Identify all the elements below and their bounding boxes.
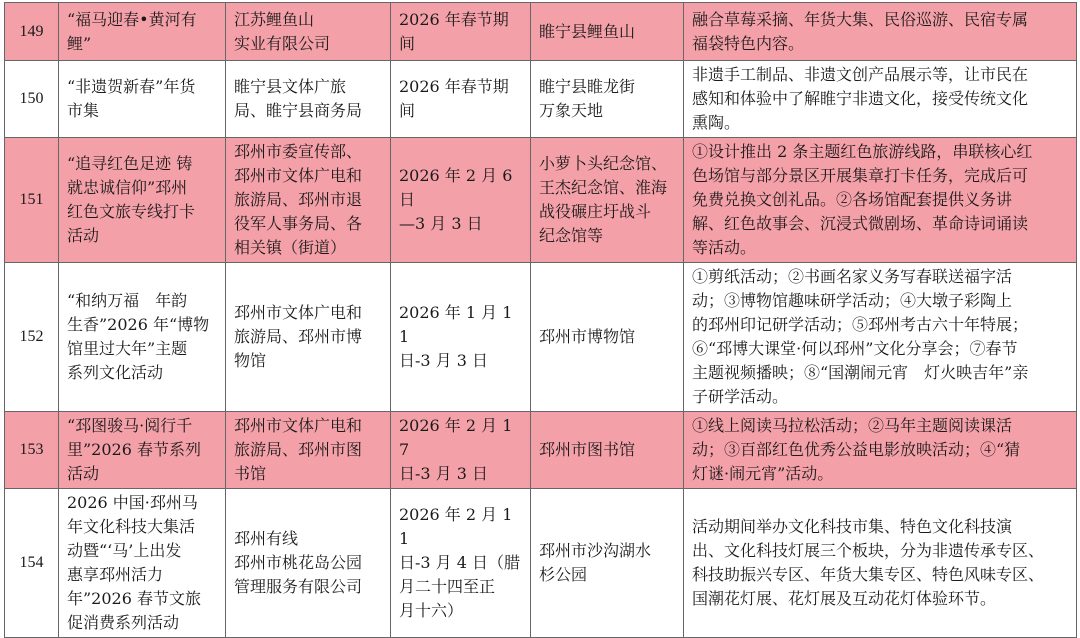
events-table [4, 2, 1077, 638]
event-name: “福马迎春•黄河有 鲤” [59, 3, 226, 61]
event-place: 邳州市图书馆 [531, 412, 684, 489]
organizer: 睢宁县文体广旅 局、睢宁县商务局 [226, 61, 391, 138]
event-place: 睢宁县鲤鱼山 [531, 3, 684, 61]
table-row [5, 263, 1077, 412]
row-number: 150 [5, 61, 59, 138]
event-name: 2026 中国·邳州马 年文化科技大集活 动暨“‘马’上出发 惠享邳州活力 年”2026 春节文旅 促消费系列活动 [59, 489, 226, 638]
event-content: 非遗手工制品、非遗文创产品展示等，让市民在 感知和体验中了解睢宁非遗文化，接受传统文化 熏陶。 [684, 61, 1077, 138]
organizer: 邳州有线 邳州市桃花岛公园 管理服务有限公司 [226, 489, 391, 638]
organizer: 邳州市文体广电和 旅游局、邳州市博 物馆 [226, 263, 391, 412]
event-content: 融合草莓采摘、年货大集、民俗巡游、民宿专属 福袋特色内容。 [684, 3, 1077, 61]
event-name: “和纳万福 年韵 生香”2026 年“博物 馆里过大年”主题 系列文化活动 [59, 263, 226, 412]
organizer: 邳州市委宣传部、 邳州市文体广电和 旅游局、邳州市退 役军人事务局、各 相关镇（街道） [226, 138, 391, 263]
event-content: ①设计推出 2 条主题红色旅游线路，串联核心红 色场馆与部分景区开展集章打卡任务，完成后可 免费兑换文创礼品。②各场馆配套提供义务讲 解、红色故事会、沉浸式微剧场、革命诗词诵读 等活动。 [684, 138, 1077, 263]
row-number: 154 [5, 489, 59, 638]
table-row [5, 489, 1077, 638]
row-number: 153 [5, 412, 59, 489]
table-row [5, 138, 1077, 263]
event-place: 小萝卜头纪念馆、 王杰纪念馆、淮海 战役碾庄圩战斗 纪念馆等 [531, 138, 684, 263]
event-name: “非遗贺新春”年货 市集 [59, 61, 226, 138]
event-time: 2026 年 2 月 11 日-3 月 4 日（腊 月二十四至正 月十六） [391, 489, 531, 638]
event-time: 2026 年春节期 间 [391, 61, 531, 138]
event-name: “追寻红色足迹 铸 就忠诚信仰”邳州 红色文旅专线打卡 活动 [59, 138, 226, 263]
event-time: 2026 年 2 月 6 日 —3 月 3 日 [391, 138, 531, 263]
table-row [5, 61, 1077, 138]
event-place: 邳州市博物馆 [531, 263, 684, 412]
table-row [5, 3, 1077, 61]
event-place: 睢宁县睢龙街 万象天地 [531, 61, 684, 138]
event-name: “邳图骏马·阅行千 里”2026 春节系列 活动 [59, 412, 226, 489]
event-time: 2026 年春节期 间 [391, 3, 531, 61]
event-place: 邳州市沙沟湖水 杉公园 [531, 489, 684, 638]
row-number: 149 [5, 3, 59, 61]
event-content: 活动期间举办文化科技市集、特色文化科技演 出、文化科技灯展三个板块，分为非遗传承专区、 科技助振兴专区、年货大集专区、特色风味专区、 国潮花灯展、花灯展及互动花灯体验环节。 [684, 489, 1077, 638]
table-row [5, 412, 1077, 489]
event-content: ①剪纸活动；②书画名家义务写春联送福字活 动；③博物馆趣味研学活动；④大墩子彩陶上 的邳州印记研学活动；⑤邳州考古六十年特展； ⑥“邳博大课堂·何以邳州”文化分享会；⑦春节 主题视频播映；⑧“国潮闹元宵 灯火映吉年”亲 子研学活动。 [684, 263, 1077, 412]
row-number: 151 [5, 138, 59, 263]
event-time: 2026 年 2 月 17 日-3 月 3 日 [391, 412, 531, 489]
event-content: ①线上阅读马拉松活动；②马年主题阅读课活 动；③百部红色优秀公益电影放映活动；④“猜 灯谜·闹元宵”活动。 [684, 412, 1077, 489]
organizer: 江苏鲤鱼山 实业有限公司 [226, 3, 391, 61]
organizer: 邳州市文体广电和 旅游局、邳州市图 书馆 [226, 412, 391, 489]
event-time: 2026 年 1 月 11 日-3 月 3 日 [391, 263, 531, 412]
row-number: 152 [5, 263, 59, 412]
